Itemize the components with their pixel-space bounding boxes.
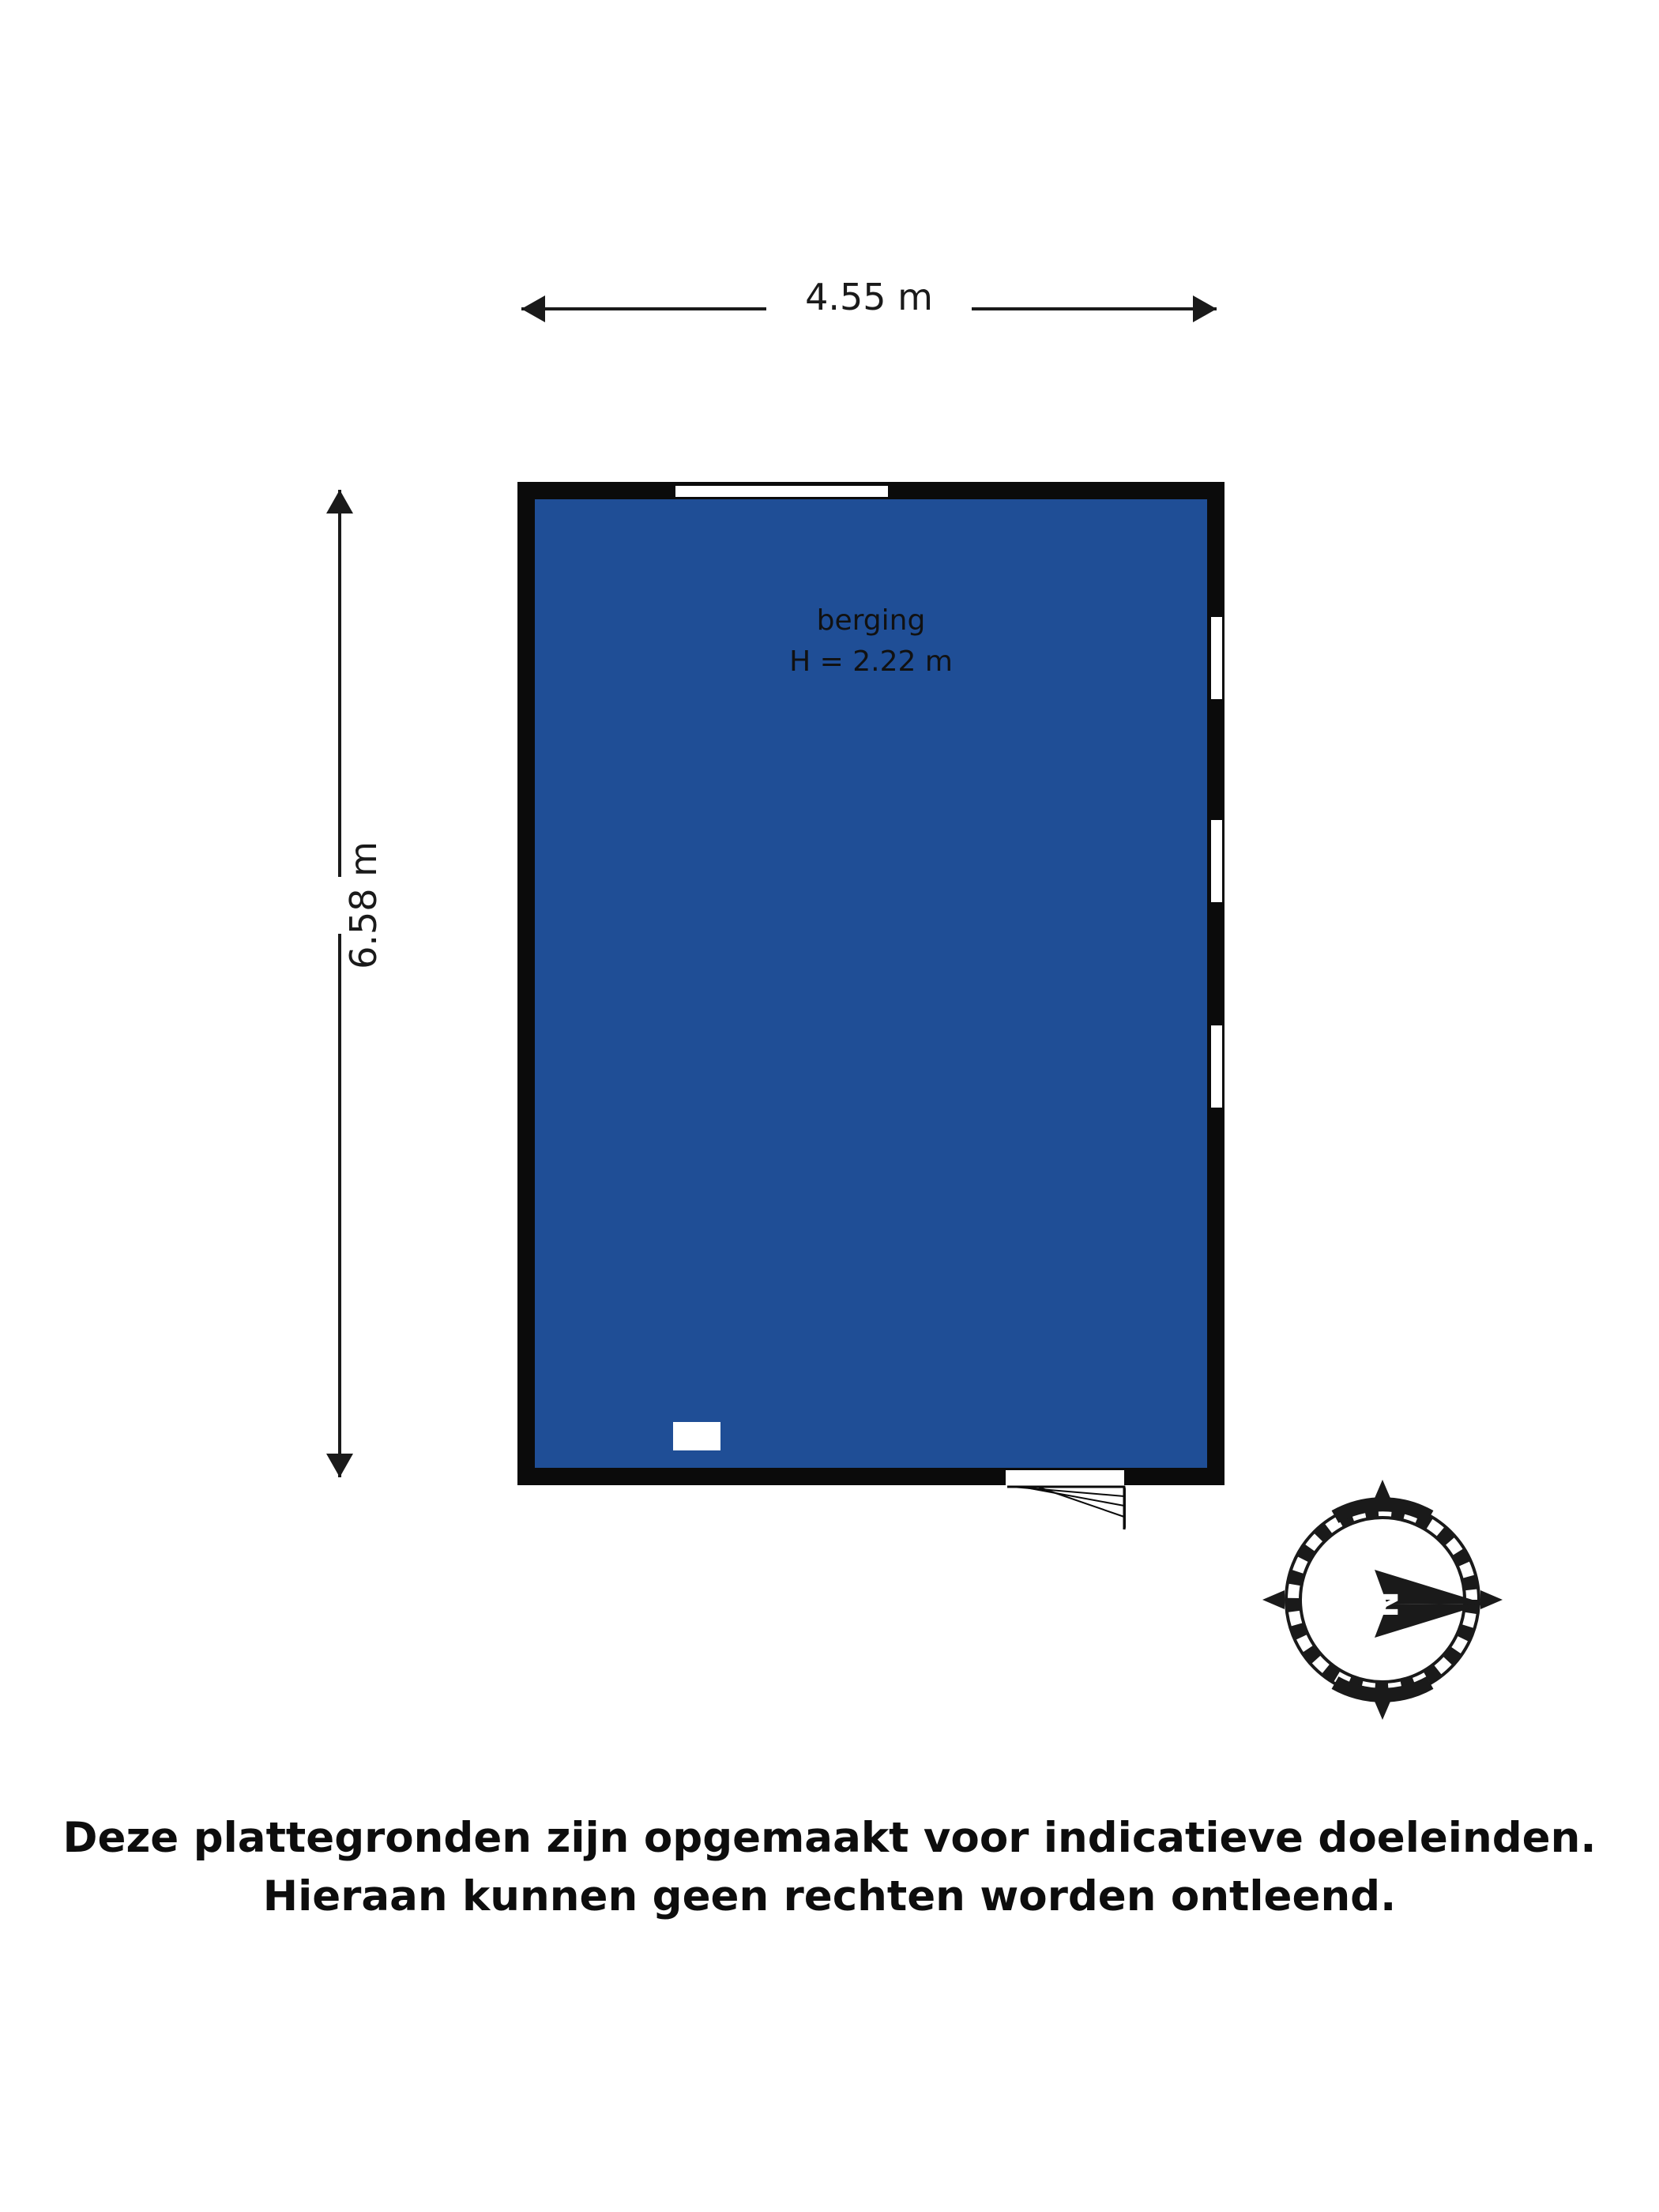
floor-fixture xyxy=(673,1422,720,1450)
room-height: H = 2.22 m xyxy=(789,645,953,678)
disclaimer-line-1: Deze plattegronden zijn opgemaakt voor indicatieve doeleinden. xyxy=(62,1814,1597,1862)
height-label-wrap xyxy=(261,841,466,969)
floor-plan xyxy=(517,482,1224,1485)
room-label xyxy=(517,600,1224,683)
height-arrow-top-icon xyxy=(326,490,353,514)
door-opening xyxy=(1006,1468,1124,1485)
width-label-wrap xyxy=(766,276,972,318)
disclaimer-line-2: Hieraan kunnen geen rechten worden ontleend. xyxy=(262,1872,1397,1920)
height-dimension-line xyxy=(338,490,341,1477)
window-right-lower-icon xyxy=(1209,1023,1224,1110)
window-right-middle-icon xyxy=(1209,818,1224,905)
height-dimension xyxy=(304,490,399,1477)
disclaimer-text xyxy=(0,1809,1659,1926)
height-arrow-bottom-icon xyxy=(326,1454,353,1477)
width-dimension-label: 4.55 m xyxy=(805,276,933,318)
window-top-icon xyxy=(673,483,890,499)
height-dimension-label: 6.58 m xyxy=(341,841,385,969)
width-dimension xyxy=(521,276,1217,359)
room-name: berging xyxy=(816,604,926,637)
svg-text:N: N xyxy=(1367,1591,1403,1618)
compass-rose-icon xyxy=(1248,1465,1517,1734)
width-arrow-right-icon xyxy=(1193,295,1217,322)
door-swing-icon xyxy=(1006,1485,1126,1526)
width-arrow-left-icon xyxy=(521,295,545,322)
